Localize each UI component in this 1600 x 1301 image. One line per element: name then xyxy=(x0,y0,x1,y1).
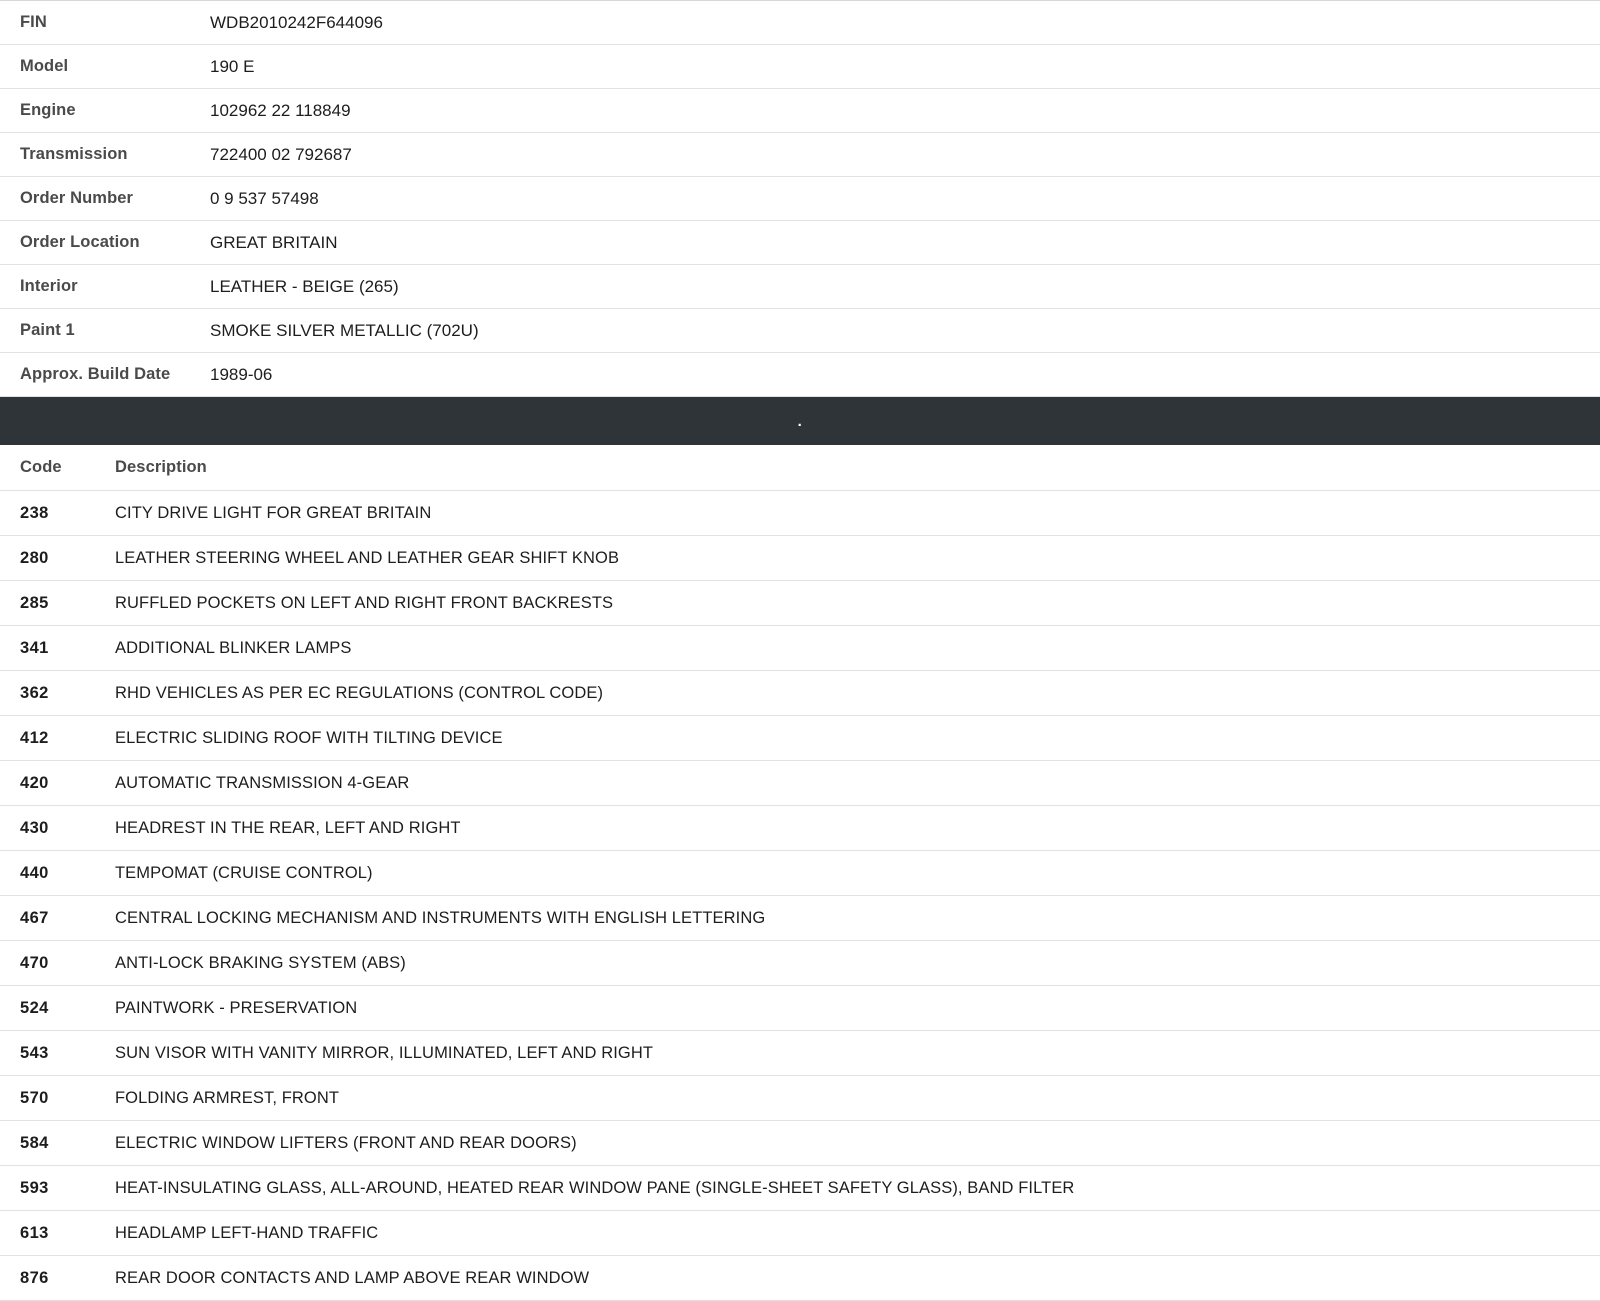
option-code: 430 xyxy=(20,819,49,837)
section-band-title: . xyxy=(797,412,803,430)
option-code: 238 xyxy=(20,504,49,522)
table-row xyxy=(0,716,1600,761)
table-row xyxy=(0,941,1600,986)
option-code: 467 xyxy=(20,909,49,927)
table-row xyxy=(0,536,1600,581)
table-row xyxy=(0,45,1600,89)
table-header-row xyxy=(0,445,1600,491)
option-code: 593 xyxy=(20,1179,49,1197)
option-description: HEADLAMP LEFT-HAND TRAFFIC xyxy=(115,1224,379,1242)
option-description: CITY DRIVE LIGHT FOR GREAT BRITAIN xyxy=(115,504,432,522)
info-value: WDB2010242F644096 xyxy=(210,13,383,32)
option-description: ELECTRIC WINDOW LIFTERS (FRONT AND REAR DOORS) xyxy=(115,1134,577,1152)
option-code: 420 xyxy=(20,774,49,792)
option-description: CENTRAL LOCKING MECHANISM AND INSTRUMENTS WITH ENGLISH LETTERING xyxy=(115,909,766,927)
table-row xyxy=(0,671,1600,716)
vehicle-info-table xyxy=(0,0,1600,397)
table-row xyxy=(0,1121,1600,1166)
option-description: HEAT-INSULATING GLASS, ALL-AROUND, HEATED REAR WINDOW PANE (SINGLE-SHEET SAFETY GLASS), BAND FILTER xyxy=(115,1179,1075,1197)
option-description: RHD VEHICLES AS PER EC REGULATIONS (CONTROL CODE) xyxy=(115,684,604,702)
table-row xyxy=(0,265,1600,309)
info-label: Engine xyxy=(20,101,76,119)
option-code: 570 xyxy=(20,1089,49,1107)
column-header-description: Description xyxy=(115,458,207,476)
option-description: ELECTRIC SLIDING ROOF WITH TILTING DEVICE xyxy=(115,729,503,747)
table-row xyxy=(0,133,1600,177)
info-label: Order Number xyxy=(20,189,134,207)
option-description: LEATHER STEERING WHEEL AND LEATHER GEAR SHIFT KNOB xyxy=(115,549,620,567)
table-row xyxy=(0,177,1600,221)
option-code: 362 xyxy=(20,684,49,702)
table-row xyxy=(0,581,1600,626)
info-label: Transmission xyxy=(20,145,128,163)
info-value: GREAT BRITAIN xyxy=(210,233,338,252)
option-description: RUFFLED POCKETS ON LEFT AND RIGHT FRONT BACKRESTS xyxy=(115,594,614,612)
option-code: 584 xyxy=(20,1134,49,1152)
info-label: Order Location xyxy=(20,233,140,251)
table-row xyxy=(0,1031,1600,1076)
option-codes-header xyxy=(0,445,1600,491)
info-value: 0 9 537 57498 xyxy=(210,189,319,208)
option-codes-body xyxy=(0,491,1600,1301)
column-header-code: Code xyxy=(20,458,62,476)
option-code: 876 xyxy=(20,1269,49,1287)
option-code: 543 xyxy=(20,1044,49,1062)
table-row xyxy=(0,1166,1600,1211)
option-description: ANTI-LOCK BRAKING SYSTEM (ABS) xyxy=(115,954,406,972)
info-value: 722400 02 792687 xyxy=(210,145,352,164)
option-description: FOLDING ARMREST, FRONT xyxy=(115,1089,340,1107)
info-value: LEATHER - BEIGE (265) xyxy=(210,277,399,296)
table-row xyxy=(0,1076,1600,1121)
info-label: FIN xyxy=(20,13,47,31)
option-code: 613 xyxy=(20,1224,49,1242)
info-label: Interior xyxy=(20,277,78,295)
table-row xyxy=(0,896,1600,941)
option-code: 285 xyxy=(20,594,49,612)
table-row xyxy=(0,309,1600,353)
table-row xyxy=(0,806,1600,851)
section-divider-band xyxy=(0,397,1600,445)
vehicle-info-body xyxy=(0,1,1600,397)
option-description: PAINTWORK - PRESERVATION xyxy=(115,999,358,1017)
option-description: REAR DOOR CONTACTS AND LAMP ABOVE REAR WINDOW xyxy=(115,1269,590,1287)
option-description: AUTOMATIC TRANSMISSION 4-GEAR xyxy=(115,774,410,792)
info-value: 1989-06 xyxy=(210,365,273,384)
table-row xyxy=(0,1,1600,45)
table-row xyxy=(0,626,1600,671)
option-description: ADDITIONAL BLINKER LAMPS xyxy=(115,639,352,657)
table-row xyxy=(0,1211,1600,1256)
table-row xyxy=(0,353,1600,397)
option-code: 470 xyxy=(20,954,49,972)
option-code: 412 xyxy=(20,729,49,747)
table-row xyxy=(0,1256,1600,1301)
option-code: 524 xyxy=(20,999,49,1017)
table-row xyxy=(0,89,1600,133)
info-label: Approx. Build Date xyxy=(20,365,171,383)
info-value: SMOKE SILVER METALLIC (702U) xyxy=(210,321,479,340)
table-row xyxy=(0,761,1600,806)
option-description: TEMPOMAT (CRUISE CONTROL) xyxy=(115,864,373,882)
table-row xyxy=(0,986,1600,1031)
info-value: 102962 22 118849 xyxy=(210,101,351,120)
table-row xyxy=(0,851,1600,896)
option-codes-table xyxy=(0,445,1600,1301)
option-code: 280 xyxy=(20,549,49,567)
info-value: 190 E xyxy=(210,57,255,76)
option-description: SUN VISOR WITH VANITY MIRROR, ILLUMINATED, LEFT AND RIGHT xyxy=(115,1044,654,1062)
option-code: 440 xyxy=(20,864,49,882)
table-row xyxy=(0,491,1600,536)
info-label: Model xyxy=(20,57,69,75)
option-code: 341 xyxy=(20,639,49,657)
table-row xyxy=(0,221,1600,265)
option-description: HEADREST IN THE REAR, LEFT AND RIGHT xyxy=(115,819,461,837)
info-label: Paint 1 xyxy=(20,321,75,339)
